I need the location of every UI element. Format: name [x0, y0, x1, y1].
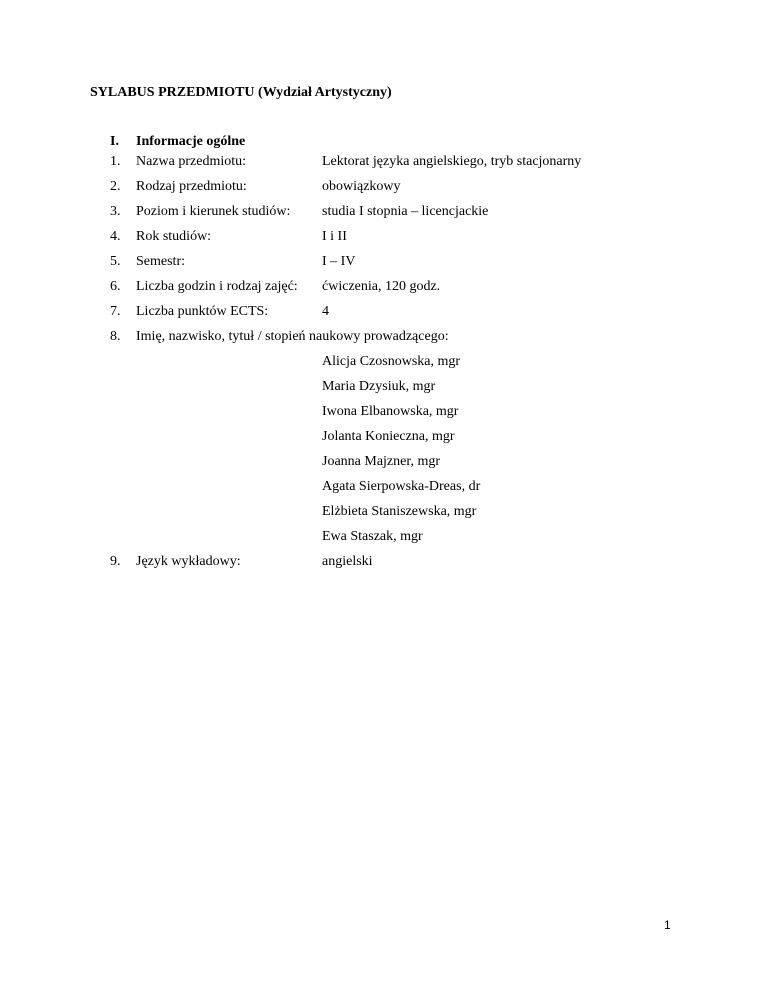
section-title: Informacje ogólne	[136, 134, 246, 149]
item-number: 1.	[110, 154, 121, 169]
instructor-name: Alicja Czosnowska, mgr	[322, 354, 461, 369]
page-number: 1	[664, 918, 671, 932]
item-label: Język wykładowy:	[136, 554, 241, 569]
item-number: 9.	[110, 554, 121, 569]
item-value: 4	[322, 304, 329, 319]
instructor-name: Elżbieta Staniszewska, mgr	[322, 504, 477, 519]
item-value: I i II	[322, 229, 347, 244]
item-label: Liczba godzin i rodzaj zajęć:	[136, 279, 298, 294]
item-number: 5.	[110, 254, 121, 269]
item-label: Rok studiów:	[136, 229, 212, 244]
item-number: 7.	[110, 304, 121, 319]
item-label: Poziom i kierunek studiów:	[136, 204, 291, 219]
item-number: 2.	[110, 179, 121, 194]
item-number: 4.	[110, 229, 121, 244]
section-heading	[110, 134, 245, 150]
instructor-name: Maria Dzysiuk, mgr	[322, 379, 436, 394]
item-number: 8.	[110, 329, 121, 344]
item-value: Lektorat języka angielskiego, tryb stacjonarny	[322, 154, 582, 169]
instructor-name: Agata Sierpowska-Dreas, dr	[322, 479, 481, 494]
item-label: Liczba punktów ECTS:	[136, 304, 269, 319]
item-value: obowiązkowy	[322, 179, 401, 194]
item-value: studia I stopnia – licencjackie	[322, 204, 489, 219]
item-label: Semestr:	[136, 254, 185, 269]
item-number: 6.	[110, 279, 121, 294]
instructor-name: Joanna Majzner, mgr	[322, 454, 441, 469]
item-value: angielski	[322, 554, 373, 569]
item-label: Imię, nazwisko, tytuł / stopień naukowy prowadzącego:	[136, 329, 449, 344]
instructor-name: Jolanta Konieczna, mgr	[322, 429, 455, 444]
item-number: 3.	[110, 204, 121, 219]
item-value: I – IV	[322, 254, 356, 269]
document-title: SYLABUS PRZEDMIOTU (Wydział Artystyczny)	[90, 85, 392, 100]
item-label: Rodzaj przedmiotu:	[136, 179, 247, 194]
instructor-name: Iwona Elbanowska, mgr	[322, 404, 459, 419]
item-value: ćwiczenia, 120 godz.	[322, 279, 441, 294]
section-number: I.	[110, 134, 119, 149]
item-label: Nazwa przedmiotu:	[136, 154, 247, 169]
instructor-name: Ewa Staszak, mgr	[322, 529, 423, 544]
